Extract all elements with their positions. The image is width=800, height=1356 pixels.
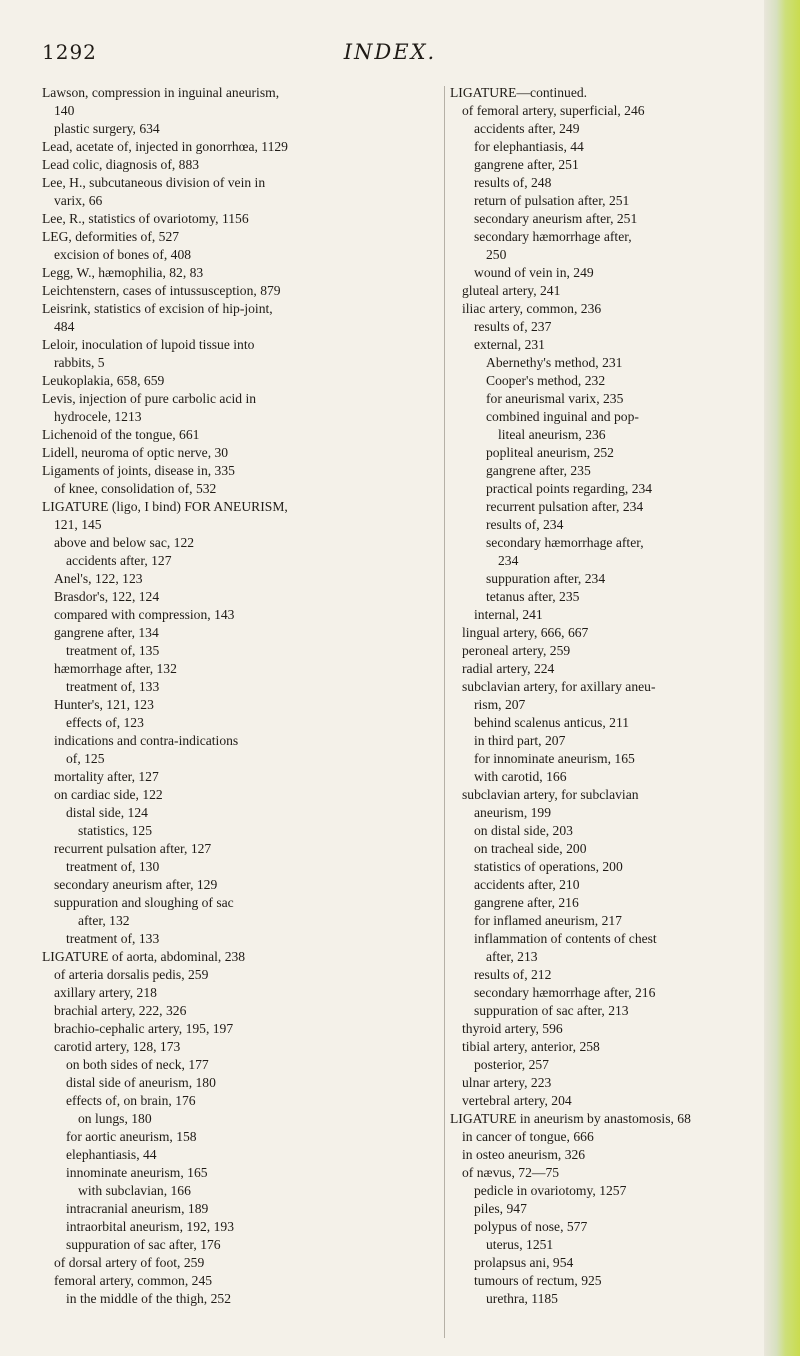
index-entry: LIGATURE—continued.	[450, 85, 588, 100]
index-entry: tibial artery, anterior, 258	[462, 1039, 600, 1054]
index-entry: gangrene after, 216	[474, 895, 579, 910]
index-entry: of arteria dorsalis pedis, 259	[54, 967, 209, 982]
index-entry: wound of vein in, 249	[474, 265, 594, 280]
page-number: 1292	[42, 40, 97, 64]
column-divider	[444, 86, 445, 1338]
index-entry: with carotid, 166	[474, 769, 567, 784]
index-column-left	[42, 84, 442, 1308]
index-entry: pedicle in ovariotomy, 1257	[474, 1183, 627, 1198]
index-entry: Cooper's method, 232	[486, 373, 606, 388]
index-entry: polypus of nose, 577	[474, 1219, 588, 1234]
index-entry: compared with compression, 143	[54, 607, 235, 622]
index-entry: accidents after, 249	[474, 121, 580, 136]
index-entry: 484	[54, 319, 75, 334]
index-entry: innominate aneurism, 165	[66, 1165, 208, 1180]
index-entry: behind scalenus anticus, 211	[474, 715, 630, 730]
index-entry: distal side, 124	[66, 805, 148, 820]
index-entry: Lead, acetate of, injected in gonorrhœa, 1129	[42, 139, 288, 154]
index-entry: after, 132	[78, 913, 130, 928]
index-entry: results of, 212	[474, 967, 552, 982]
index-entry: of femoral artery, superficial, 246	[462, 103, 645, 118]
index-entry: brachio-cephalic artery, 195, 197	[54, 1021, 234, 1036]
index-entry: radial artery, 224	[462, 661, 555, 676]
index-entry: urethra, 1185	[486, 1291, 558, 1306]
index-entry: Lee, R., statistics of ovariotomy, 1156	[42, 211, 249, 226]
page-header	[0, 40, 800, 80]
index-entry: internal, 241	[474, 607, 543, 622]
index-entry: on cardiac side, 122	[54, 787, 163, 802]
index-entry: thyroid artery, 596	[462, 1021, 563, 1036]
index-entry: treatment of, 133	[66, 679, 160, 694]
index-entry: gangrene after, 251	[474, 157, 579, 172]
index-entry: carotid artery, 128, 173	[54, 1039, 181, 1054]
index-entry: secondary hæmorrhage after,	[486, 535, 644, 550]
index-entry: secondary aneurism after, 129	[54, 877, 218, 892]
index-entry: Leloir, inoculation of lupoid tissue into	[42, 337, 255, 352]
index-entry: inflammation of contents of chest	[474, 931, 657, 946]
index-entry: elephantiasis, 44	[66, 1147, 157, 1162]
index-entry: on tracheal side, 200	[474, 841, 587, 856]
index-entry: axillary artery, 218	[54, 985, 157, 1000]
index-entry: lingual artery, 666, 667	[462, 625, 589, 640]
index-entry: plastic surgery, 634	[54, 121, 160, 136]
index-entry: Anel's, 122, 123	[54, 571, 143, 586]
index-entry: accidents after, 210	[474, 877, 580, 892]
index-entry: Brasdor's, 122, 124	[54, 589, 160, 604]
index-entry: statistics, 125	[78, 823, 153, 838]
index-entry: 121, 145	[54, 517, 102, 532]
index-entry: secondary hæmorrhage after,	[474, 229, 632, 244]
index-entry: posterior, 257	[474, 1057, 549, 1072]
index-entry: LIGATURE (ligo, I bind) FOR ANEURISM,	[42, 499, 288, 514]
index-entry: treatment of, 135	[66, 643, 160, 658]
index-entry: hydrocele, 1213	[54, 409, 142, 424]
index-entry: Ligaments of joints, disease in, 335	[42, 463, 235, 478]
index-entry: LIGATURE of aorta, abdominal, 238	[42, 949, 246, 964]
index-entry: secondary aneurism after, 251	[474, 211, 638, 226]
index-entry: 250	[486, 247, 507, 262]
index-entry: of dorsal artery of foot, 259	[54, 1255, 205, 1270]
index-entry: aneurism, 199	[474, 805, 552, 820]
index-entry: practical points regarding, 234	[486, 481, 653, 496]
index-entry: results of, 234	[486, 517, 564, 532]
index-entry: secondary hæmorrhage after, 216	[474, 985, 656, 1000]
index-entry: tumours of rectum, 925	[474, 1273, 602, 1288]
index-entry: mortality after, 127	[54, 769, 159, 784]
index-entry: peroneal artery, 259	[462, 643, 571, 658]
index-entry: femoral artery, common, 245	[54, 1273, 213, 1288]
index-entry: recurrent pulsation after, 234	[486, 499, 644, 514]
index-entry: on distal side, 203	[474, 823, 573, 838]
index-entry: tetanus after, 235	[486, 589, 580, 604]
index-entry: for elephantiasis, 44	[474, 139, 584, 154]
index-entry: treatment of, 130	[66, 859, 160, 874]
index-entry: suppuration of sac after, 213	[474, 1003, 629, 1018]
index-entry: gangrene after, 235	[486, 463, 591, 478]
index-entry: LIGATURE in aneurism by anastomosis, 68	[450, 1111, 691, 1126]
index-entry: intraorbital aneurism, 192, 193	[66, 1219, 234, 1234]
index-entry: of knee, consolidation of, 532	[54, 481, 217, 496]
index-entry: of nævus, 72—75	[462, 1165, 560, 1180]
index-entry: prolapsus ani, 954	[474, 1255, 574, 1270]
index-entry: Leichtenstern, cases of intussusception, 879	[42, 283, 281, 298]
index-entry: rabbits, 5	[54, 355, 105, 370]
index-entry: distal side of aneurism, 180	[66, 1075, 216, 1090]
index-entry: gangrene after, 134	[54, 625, 159, 640]
index-entry: uterus, 1251	[486, 1237, 554, 1252]
index-entry: suppuration after, 234	[486, 571, 606, 586]
index-entry: for aneurismal varix, 235	[486, 391, 624, 406]
index-entry: for innominate aneurism, 165	[474, 751, 635, 766]
index-entry: external, 231	[474, 337, 545, 352]
index-entry: on both sides of neck, 177	[66, 1057, 209, 1072]
index-entry: suppuration and sloughing of sac	[54, 895, 234, 910]
index-entry: recurrent pulsation after, 127	[54, 841, 212, 856]
index-entry: suppuration of sac after, 176	[66, 1237, 221, 1252]
index-entry: indications and contra-indications	[54, 733, 239, 748]
index-entry: results of, 248	[474, 175, 552, 190]
index-entry: Hunter's, 121, 123	[54, 697, 154, 712]
index-entry: after, 213	[486, 949, 538, 964]
index-entry: subclavian artery, for axillary aneu-	[462, 679, 656, 694]
index-column-right	[450, 84, 780, 1308]
index-entry: Legg, W., hæmophilia, 82, 83	[42, 265, 204, 280]
index-entry: popliteal aneurism, 252	[486, 445, 614, 460]
index-entry: 234	[498, 553, 519, 568]
index-entry: effects of, 123	[66, 715, 144, 730]
index-entry: in third part, 207	[474, 733, 566, 748]
index-entry: excision of bones of, 408	[54, 247, 192, 262]
index-entry: varix, 66	[54, 193, 103, 208]
index-entry: subclavian artery, for subclavian	[462, 787, 639, 802]
index-entry: brachial artery, 222, 326	[54, 1003, 187, 1018]
running-head: INDEX.	[343, 40, 437, 64]
index-entry: with subclavian, 166	[78, 1183, 191, 1198]
index-entry: piles, 947	[474, 1201, 527, 1216]
index-entry: liteal aneurism, 236	[498, 427, 606, 442]
index-entry: intracranial aneurism, 189	[66, 1201, 209, 1216]
index-entry: statistics of operations, 200	[474, 859, 623, 874]
index-entry: in the middle of the thigh, 252	[66, 1291, 231, 1306]
index-entry: combined inguinal and pop-	[486, 409, 639, 424]
index-entry: vertebral artery, 204	[462, 1093, 572, 1108]
index-entry: effects of, on brain, 176	[66, 1093, 196, 1108]
index-entry: gluteal artery, 241	[462, 283, 561, 298]
index-entry: Abernethy's method, 231	[486, 355, 623, 370]
index-entry: LEG, deformities of, 527	[42, 229, 180, 244]
index-entry: iliac artery, common, 236	[462, 301, 602, 316]
index-entry: Leisrink, statistics of excision of hip-joint,	[42, 301, 273, 316]
index-entry: Lichenoid of the tongue, 661	[42, 427, 200, 442]
index-entry: in cancer of tongue, 666	[462, 1129, 594, 1144]
index-entry: Lidell, neuroma of optic nerve, 30	[42, 445, 229, 460]
index-entry: for aortic aneurism, 158	[66, 1129, 197, 1144]
index-entry: treatment of, 133	[66, 931, 160, 946]
index-entry: 140	[54, 103, 75, 118]
index-entry: accidents after, 127	[66, 553, 172, 568]
index-entry: Leukoplakia, 658, 659	[42, 373, 165, 388]
index-entry: Lead colic, diagnosis of, 883	[42, 157, 200, 172]
index-entry: rism, 207	[474, 697, 526, 712]
index-entry: Lee, H., subcutaneous division of vein in	[42, 175, 266, 190]
index-entry: Lawson, compression in inguinal aneurism,	[42, 85, 280, 100]
index-entry: ulnar artery, 223	[462, 1075, 552, 1090]
index-entry: Levis, injection of pure carbolic acid in	[42, 391, 257, 406]
index-entry: above and below sac, 122	[54, 535, 195, 550]
index-entry: return of pulsation after, 251	[474, 193, 630, 208]
index-entry: results of, 237	[474, 319, 552, 334]
index-entry: on lungs, 180	[78, 1111, 152, 1126]
index-entry: in osteo aneurism, 326	[462, 1147, 586, 1162]
index-entry: for inflamed aneurism, 217	[474, 913, 622, 928]
index-entry: hæmorrhage after, 132	[54, 661, 177, 676]
index-entry: of, 125	[66, 751, 105, 766]
